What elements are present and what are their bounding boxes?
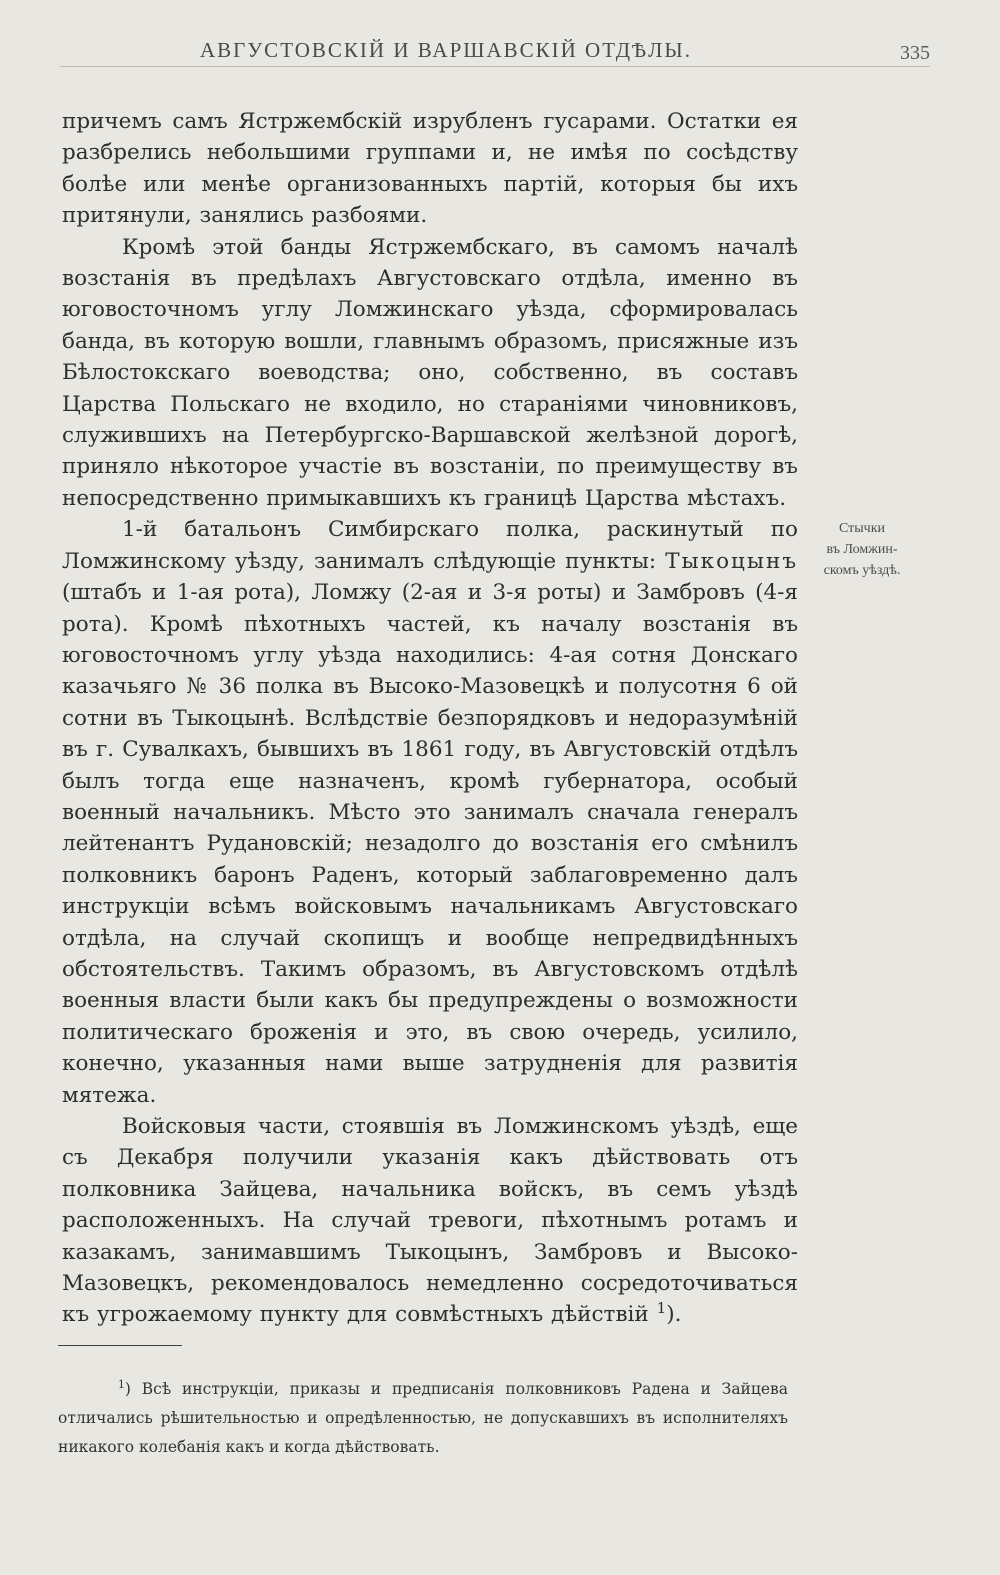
body-text: [62, 106, 798, 1331]
footnote-mark: 1: [118, 1377, 125, 1391]
spaced-place-name: Тыкоцынъ: [665, 548, 798, 574]
paragraph-3-text-rest: (штабъ и 1-ая рота), Ломжу (2-ая и 3-я роты) и Замбровъ (4-я рота). Кромѣ пѣхотныхъ частей, къ началу возстанія въ юговосточномъ углу уѣзда находились: 4-ая сотня Донскаго казачьяго № 36 полка въ Высоко-Мазовецкѣ и полусотня 6 ой сотни въ Тыкоцынѣ. Вслѣдствіе безпорядковъ и недоразумѣній въ г. Сувалкахъ, бывшихъ въ 1861 году, въ Августовскій отдѣлъ былъ тогда еще назначенъ, кромѣ губернатора, особый военный начальникъ. Мѣсто это занималъ сначала генералъ лейтенантъ Рудановскій; незадолго до возстанія его смѣнилъ полковникъ баронъ Раденъ, который заблаговременно далъ инструкціи всѣмъ войсковымъ начальникамъ Августовскаго отдѣла, на случай скопищъ и вообще непредвидѣнныхъ обстоятельствъ. Такимъ образомъ, въ Августовскомъ отдѣлѣ военныя власти были какъ бы предупреждены о возможности политическаго броженія и это, въ свою очередь, усилило, конечно, указанныя нами выше затрудненія для развитія мятежа.: [62, 580, 798, 1108]
margin-note: [806, 518, 918, 581]
running-title: АВГУСТОВСКІЙ И ВАРШАВСКІЙ ОТДѢЛЫ.: [200, 38, 692, 62]
margin-note-line-1: Стычки: [838, 521, 885, 536]
header-rule: [60, 66, 930, 67]
paragraph-3-text-start: 1-й батальонъ Симбирскаго полка, раскинутый по Ломжинскому уѣзду, занималъ слѣдующіе пункты:: [62, 517, 798, 574]
margin-note-line-3: скомъ уѣздѣ.: [823, 563, 901, 578]
running-header: [60, 38, 930, 78]
footnote-reference: 1: [656, 1299, 667, 1318]
footnote: [58, 1375, 788, 1462]
margin-note-line-2: въ Ломжин-: [826, 542, 898, 557]
paragraph-4-text: Войсковыя части, стоявшія въ Ломжинскомъ уѣздѣ, еще съ Декабря получили указанія какъ дѣйствовать отъ полковника Зайцева, начальника войскъ, въ семъ уѣздѣ расположенныхъ. На случай тревоги, пѣхотнымъ ротамъ и казакамъ, занимавшимъ Тыкоцынъ, Замбровъ и Высоко-Мазовецкъ, рекомендовалось немедленно сосредоточиваться къ угрожаемому пункту для совмѣстныхъ дѣйствій: [62, 1114, 798, 1328]
paragraph-4: [62, 1111, 798, 1331]
footnote-text: ) Всѣ инструкціи, приказы и предписанія полковниковъ Радена и Зайцева отличались рѣшительностью и опредѣленностью, не допускавшихъ въ исполнителяхъ никакого колебанія какъ и когда дѣйствовать.: [58, 1380, 788, 1456]
paragraph-3: [62, 514, 798, 1111]
paragraph-4-end: ).: [666, 1302, 682, 1328]
paragraph-1: причемъ самъ Ястржембскій изрубленъ гусарами. Остатки ея разбрелись небольшими группами и, не имѣя по сосѣдству болѣе или менѣе организованныхъ партій, которыя бы ихъ притянули, занялись разбоями.: [62, 109, 798, 229]
footnote-rule: [58, 1345, 182, 1346]
paragraph-2: Кромѣ этой банды Ястржембскаго, въ самомъ началѣ возстанія въ предѣлахъ Августовскаго отдѣла, именно въ юговосточномъ углу Ломжинскаго уѣзда, сформировалась банда, въ которую вошли, главнымъ образомъ, присяжные изъ Бѣлостокскаго воеводства; оно, собственно, въ составъ Царства Польскаго не входило, но стараніями чиновниковъ, служившихъ на Петербургско-Варшавской желѣзной дорогѣ, приняло нѣкоторое участіе въ возстаніи, по преимуществу въ непосредственно примыкавшихъ къ границѣ Царства мѣстахъ.: [62, 234, 798, 511]
page-number: 335: [900, 42, 930, 64]
